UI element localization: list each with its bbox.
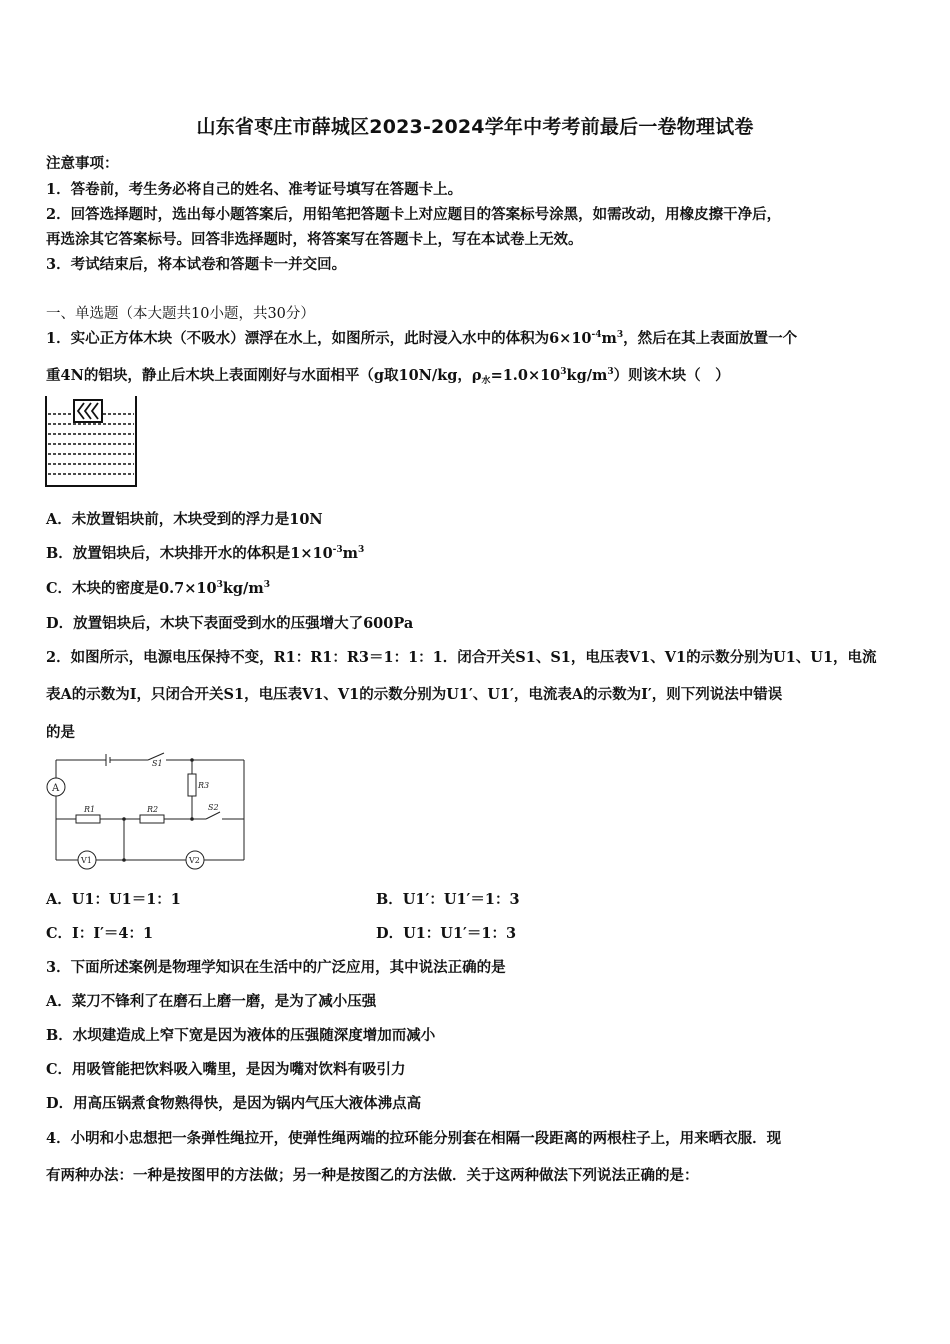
q2-option-a: A．U1：U1＝1：1	[46, 891, 181, 908]
resistor-r2-label: R2	[147, 805, 159, 814]
notice-item: 2．回答选择题时，选出每小题答案后，用铅笔把答题卡上对应题目的答案标号涂黑，如需改动，用橡皮擦干净后，	[46, 206, 782, 223]
page-title: 山东省枣庄市薛城区2023-2024学年中考考前最后一卷物理试卷	[196, 116, 754, 138]
q1-exponent: 3	[358, 545, 365, 555]
q3-option-a: A．菜刀不锋利了在磨石上磨一磨，是为了减小压强	[46, 993, 377, 1010]
q2-stem-line1: 2．如图所示，电源电压保持不变，R1：R1：R3＝1：1：1．闭合开关S1、S1，电压表V1、V1的示数分别为U1、U1，电流	[46, 649, 877, 666]
q2-circuit-diagram	[40, 748, 250, 866]
switch-s1-label: S1	[152, 759, 163, 768]
q4-stem-line2: 有两种办法：一种是按图甲的方法做；另一种是按图乙的方法做．关于这两种做法下列说法正确的是：	[46, 1167, 699, 1184]
q3-option-b: B．水坝建造成上窄下宽是因为液体的压强随深度增加而减小	[46, 1027, 436, 1044]
section-heading: 一、单选题（本大题共10小题，共30分）	[46, 306, 315, 322]
q2-option-c: C．I：I′＝4：1	[46, 925, 154, 942]
q1-exponent: -4	[591, 330, 602, 340]
q1-exponent: 3	[560, 367, 567, 377]
q1-exponent: 3	[607, 367, 614, 377]
q1-option-c	[46, 577, 270, 598]
q1-text: ）则该木块（ ）	[613, 367, 730, 384]
notice-item: 再选涂其它答案标号。回答非选择题时，将答案写在答题卡上，写在本试卷上无效。	[46, 231, 583, 248]
q1-text: kg/m	[566, 367, 608, 384]
voltmeter-v1-label: V1	[81, 856, 92, 865]
q1-stem-line1	[46, 327, 797, 348]
q1-text: ，然后在其上表面放置一个	[623, 330, 798, 347]
q1-subscript: 水	[481, 376, 491, 386]
q1-option-b-text: m	[342, 545, 359, 562]
q1-text: m	[601, 330, 617, 347]
q2-stem-line2: 表A的示数为I，只闭合开关S1，电压表V1、V1的示数分别为U1′、U1′，电流表A的示数为I′，则下列说法中错误	[46, 686, 783, 703]
q1-option-a: A．未放置铝块前，木块受到的浮力是10N	[46, 511, 323, 528]
q1-text: 1．实心正方体木块（不吸水）漂浮在水上，如图所示，此时浸入水中的体积为6×10	[46, 330, 592, 347]
resistor-r3-label: R3	[198, 781, 210, 790]
q1-option-c-text: C．木块的密度是0.7×10	[46, 580, 217, 597]
q1-exponent: 3	[216, 580, 223, 590]
q1-option-b-text: B．放置铝块后，木块排开水的体积是1×10	[46, 545, 333, 562]
q1-exponent: 3	[616, 330, 624, 340]
q3-option-d: D．用高压锅煮食物熟得快，是因为锅内气压大液体沸点高	[46, 1095, 422, 1112]
notice-heading: 注意事项：	[46, 155, 119, 172]
q1-beaker-figure	[44, 394, 140, 490]
q1-exponent: -3	[332, 545, 343, 555]
q3-stem: 3．下面所述案例是物理学知识在生活中的广泛应用，其中说法正确的是	[46, 959, 506, 976]
q1-text: 重4N的铝块，静止后木块上表面刚好与水面相平（g取10N/kg，ρ	[46, 367, 482, 384]
q2-stem-line3: 的是	[46, 724, 75, 741]
q1-exponent: 3	[263, 580, 270, 590]
q1-text: =1.0×10	[490, 367, 561, 384]
q1-option-d: D．放置铝块后，木块下表面受到水的压强增大了600Pa	[46, 615, 414, 632]
q1-stem-line2	[46, 364, 730, 386]
q3-option-c: C．用吸管能把饮料吸入嘴里，是因为嘴对饮料有吸引力	[46, 1061, 406, 1078]
q1-option-c-text: kg/m	[222, 580, 264, 597]
resistor-r1-label: R1	[84, 805, 96, 814]
ammeter-label: A	[52, 783, 60, 794]
notice-item: 1．答卷前，考生务必将自己的姓名、准考证号填写在答题卡上。	[46, 181, 463, 198]
notice-item: 3．考试结束后，将本试卷和答题卡一并交回。	[46, 256, 347, 273]
switch-s2-label: S2	[208, 803, 219, 812]
q4-stem-line1: 4．小明和小忠想把一条弹性绳拉开，使弹性绳两端的拉环能分别套在相隔一段距离的两根柱子上，用来晒衣服．现	[46, 1130, 782, 1147]
q1-option-b	[46, 542, 364, 563]
q2-option-d: D．U1：U1′＝1：3	[376, 925, 517, 942]
q2-option-b: B．U1′：U1′＝1：3	[376, 891, 520, 908]
voltmeter-v2-label: V2	[189, 856, 200, 865]
